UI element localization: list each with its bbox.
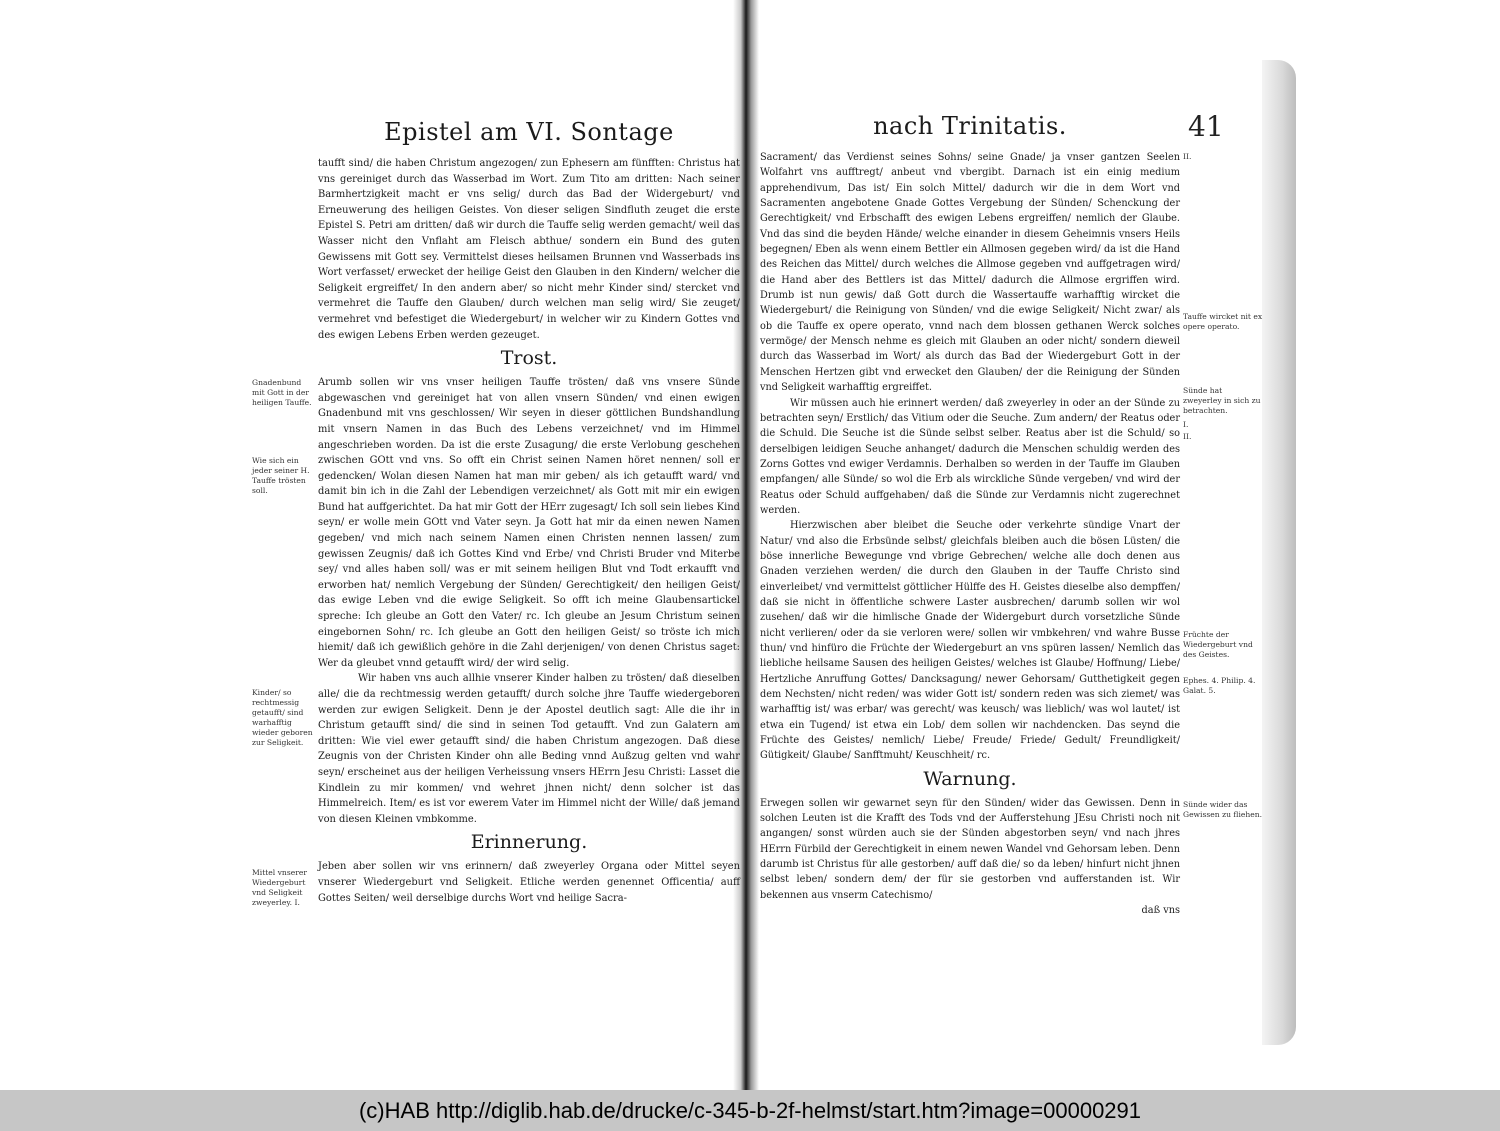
left-margin-note: Wie sich ein jeder seiner H. Tauffe trösten soll.	[252, 456, 310, 495]
page-edge	[1262, 60, 1296, 1045]
left-margin-note: Mittel vnserer Wiedergeburt vnd Seligkeit zweyerley. I.	[252, 868, 307, 907]
right-margin-note: Sünde wider das Gewissen zu fliehen.	[1183, 800, 1263, 819]
warnung-paragraph: Erwegen sollen wir gewarnet seyn für den Sünden/ wider das Gewissen. Denn in solchen Leuten ist die Krafft des Tods vnd der Aufferstehung JEsu Christi noch nit angangen/ sonst würden auch sie der Sünden abgestorben seyn/ vnd nach jhres HErrn Fürbild der Gerechtigkeit in einem newen Wandel vnd Gehorsam leben. Denn darumb ist Christus für alle gestorben/ auff daß die/ so da leben/ hinfurt nicht jhnen selbst leben/ sondern dem/ der für sie gestorben vnd aufferstanden ist. Wir bekennen aus vnserm Catechismo/	[760, 797, 1180, 901]
right-margin-note: II.	[1183, 432, 1192, 441]
trost-heading: Trost.	[500, 347, 558, 370]
trost-paragraph-2: Wir haben vns auch allhie vnserer Kinder halben zu trösten/ daß dieselben alle/ die da rechtmessig werden getaufft/ durch solche jhre Tauffe wiedergeboren werden zur ewigen Seligkeit. Denn je der Apostel deutlich sagt: Alle die ihr in Christum getaufft sind/ die sind in seinen Tod getaufft. Vnd zun Galatern am dritten: Wie viel ewer getaufft sind/ die haben Christum angezogen. Daß diese Zeugnis von der Christen Kinder ohn alle Beding vnnd Außzug gelten vnd wahr seyn/ erscheinet aus der heiligen Verheissung vnsers HErrn Jesu Christi: Lasset die Kindlein zu mir kommen/ vnd wehret jhnen nicht/ denn solcher ist das Himmelreich. Item/ es ist vor ewerem Vater im Himmel nicht der Wille/ daß jemand von diesen Kleinen vmbkomme.	[318, 673, 740, 825]
erinnerung-paragraph: Jeben aber sollen wir vns erinnern/ daß zweyerley Organa oder Mittel seyen vnserer Wiedergeburt vnd Seligkeit. Etliche werden genennet Officentia/ auff Gottes Seiten/ weil derselbige durchs Wort vnd heilige Sacra-	[318, 861, 740, 904]
right-margin-note: I.	[1183, 420, 1189, 429]
copyright-footer: (c)HAB http://diglib.hab.de/drucke/c-345-b-2f-helmst/start.htm?image=00000291	[0, 1090, 1500, 1131]
warnung-heading: Warnung.	[923, 767, 1017, 790]
right-margin-note: II.	[1183, 152, 1192, 161]
right-margin-note: Früchte der Wiedergeburt vnd des Geistes.	[1183, 630, 1253, 659]
trost-paragraph-1: Arumb sollen wir vns vnser heiligen Tauffe trösten/ daß vns vnsere Sünde abgewaschen vnd gereiniget hat von allen vnsern Sünden/ vnd einen ewigen Gnadenbund mit vns geschlossen/ Wir seyen in dieser göttlichen Bundshandlung mit vnsern Namen in das Buch des Lebens verzeichnet/ vnd im Himmel angeschrieben worden. Da ist die erste Zusagung/ die erste Verlobung geschehen zwischen GOtt vnd vns. So offt ein Christ seinen Namen höret nennen/ soll er gedencken/ Wolan diesen Namen hat man mir geben/ als ich getaufft ward/ vnd damit bin ich in die Zahl der Lebendigen verzeichnet/ als Gott mit mir ein ewigen Bund hat auffgerichtet. Da hat mir Gott der HErr zugesagt/ Ich soll sein liebes Kind seyn/ er wolle mein GOtt vnd Vater seyn. Ja Gott hat mir da einen newen Namen gegeben/ vnd mich nach seinem Namen einen Christen nennen lassen/ zum gewissen Zeugnis/ daß ich Gottes Kind vnd Erbe/ vnd Christi Bruder vnd Miterbe sey/ vnd alles haben soll/ was er mit seinem heiligen Blut vnd Todt erkaufft vnd erworben hat/ nemlich Vergebung der Sünden/ Gerechtigkeit/ den heiligen Geist/ das ewige Leben vnd die ewige Seligkeit. So offt ich meine Glaubensartickel spreche: Ich gleube an Gott den Vater/ rc. Ich gleube an Jesum Christum seinen eingebornen Sohn/ rc. Ich gleube an Gott den heiligen Geist/ so tröste ich mich hiemit/ daß ich gewißlich gehöre in die Zahl derjenigen/ von denen Christus saget: Wer da gleubet vnnd getaufft wird/ der wird selig.	[318, 377, 740, 669]
catchword: daß vns	[1141, 905, 1180, 917]
right-paragraph-2: Wir müssen auch hie erinnert werden/ daß zweyerley in oder an der Sünde zu betrachten seyn/ Erstlich/ das Vitium oder die Seuche. Zum andern/ der Reatus oder die Schuld. Die Seuche ist die Sünde selbst selber. Reatus aber ist die Schuld/ so derselbigen leidigen Seuche anhanget/ dadurch die Menschen schuldig werden des Zorns Gottes vnd ewiger Verdamnis. Derhalben so werden in der Tauffe im Glauben empfangen/ alle Sünde/ so wol die Erb als wirckliche Sünde vergeben/ vnd wird der Reatus oder Schuld auffgehaben/ daß die Sünde zur Verdamnis nicht zugerechnet werden.	[760, 397, 1180, 516]
left-intro-paragraph: taufft sind/ die haben Christum angezogen/ zun Ephesern am fünfften: Christus hat vns gereiniget durch das Wasserbad im Wort. Zum Tito am dritten: Nach seiner Barmhertzigkeit macht er vns selig/ durch das Bad der Widergeburt/ vnd Erneuwerung des heiligen Geistes. Von dieser seligen Sindfluth zeuget die erste Epistel S. Petri am dritten/ daß wir durch die Tauffe selig werden gemacht/ weil das Wasser nicht den Vnflaht am Fleisch abthue/ sondern ein Bund des guten Gewissens mit Gott sey. Vermittelst dieses heilsamen Brunnen vnd Wasserbads ins Wort verfasset/ erwecket der heilige Geist den Glauben in den Kindern/ welcher die Seligkeit ergreiffet/ In den andern aber/ so nicht mehr Kinder sind/ stercket vnd vermehret die Tauffe den Glauben/ durch welchen man selig wird/ Sie zeuget/ vermehret vnd befestiget die Wiedergeburt/ in welcher wir zu Kindern Gottes vnd des ewigen Lebens Erben werden gezeuget.	[318, 158, 740, 341]
right-margin-note: Sünde hat zweyerley in sich zu betrachten.	[1183, 386, 1261, 415]
right-margin-note: Tauffe wircket nit ex opere operato.	[1183, 312, 1263, 331]
left-page-header: Epistel am VI. Sontage	[384, 118, 674, 146]
erinnerung-heading: Erinnerung.	[470, 831, 588, 854]
left-page	[318, 118, 740, 906]
left-margin-note: Gnadenbund mit Gott in der heiligen Tauffe.	[252, 378, 312, 407]
right-paragraph-1: Sacrament/ das Verdienst seines Sohns/ seine Gnade/ ja vnser gantzen Seelen Wolfahrt vns aufftregt/ anbeut vnd vbergibt. Darnach ist ein einig medium apprehendivum, Das ist/ Ein solch Mittel/ dadurch wir die in dem Wort vnd Sacramenten angebotene Gnade Gottes Vergebung der Sünden/ Schenckung der Gerechtigkeit/ vnd Erbschafft des ewigen Lebens ergreiffen/ nemlich der Glaube. Vnd das sind die beyden Hände/ welche einander in diesem Geheimnis vnsers Heils begegnen/ Eben als wenn einem Bettler ein Allmosen gegeben wird/ da ist die Hand des Reichen das Mittel/ durch welches die Allmose gegeben vnd auffgetragen wird/ die Hand aber des Bettlers ist das Mittel/ dadurch die Allmose ergriffen wird. Drumb ist nun gewis/ daß Gott durch die Wassertauffe warhafftig wircket die Wiedergeburt/ die Reinigung von Sünden/ vnd die ewige Seligkeit/ Nicht zwar/ als ob die Tauffe ex opere operato, vnnd nach dem blossen gethanen Werck solches vermöge/ der Mensch nehme es gleich mit Glauben an oder nicht/ sondern dieweil durch das Wasserbad im Wort/ als durch das Bad der Wiedergeburt Gott in der Menschen Hertzen gibt vnd erwecket den Glauben/ der die Reinigung der Sünden vnd Seligkeit warhafftig ergreiffet.	[760, 152, 1180, 394]
left-margin-note: Kinder/ so rechtmessig getaufft/ sind warhafftig wieder geboren zur Seligkeit.	[252, 688, 313, 747]
page-number: 41	[1188, 110, 1224, 143]
right-paragraph-3: Hierzwischen aber bleibet die Seuche oder verkehrte sündige Vnart der Natur/ vnd also die Erbsünde selbst/ gleichfals bleiben auch die bösen Lüsten/ die böse innerliche Bewegunge vnd vbrige Gebrechen/ welche alle doch denen aus Gnaden verziehen werden/ die durch den Glauben in der Tauffe Christo sind einverleibet/ vnd vermittelst göttlicher Hülffe des H. Geistes dieselbe also dempffen/ daß sie nicht in öffentliche schwere Laster ausbrechen/ darumb sollen wir wol zusehen/ daß wir die himlische Gnade der Widergeburt durch vorsetzliche Sünde nicht verlieren/ oder da sie verloren were/ sollen wir vmbkehren/ vnd wahre Busse thun/ vnd hinfüro die Früchte der Wiedergeburt an vns spüren lassen/ Nemlich das liebliche heilsame Sausen des heiligen Geistes/ welches ist Glaube/ Hoffnung/ Liebe/ Hertzliche Anruffung Gottes/ Dancksagung/ newer Gehorsam/ Gutthetigkeit gegen dem Nechsten/ nicht reden/ was wider Gott ist/ sondern reden was sich ziemet/ was warhafftig ist/ was erbar/ was gerecht/ was keusch/ was lieblich/ was wol lautet/ ist etwa ein Tugend/ ist etwa ein Lob/ dem sollen wir nachdencken. Das seynd die Früchte des Geistes/ nemlich/ Liebe/ Freude/ Friede/ Gedult/ Freundligkeit/ Gütigkeit/ Glaube/ Sanfftmuht/ Keuschheit/ rc.	[760, 520, 1180, 762]
right-margin-note: Ephes. 4. Philip. 4. Galat. 5.	[1183, 676, 1256, 695]
right-page-header: nach Trinitatis.	[873, 112, 1067, 140]
right-page	[760, 112, 1180, 919]
